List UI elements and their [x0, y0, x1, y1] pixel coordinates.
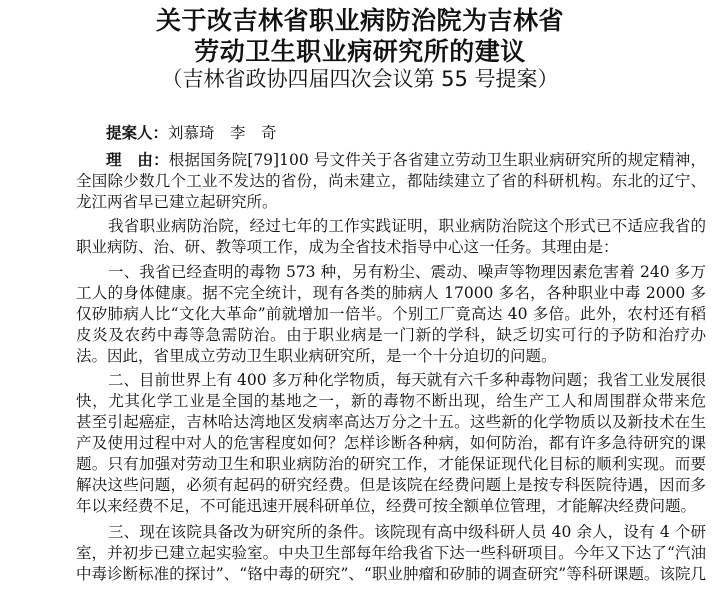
- point1-line-3: 仅矽肺病人比“文化大革命”前就增加一倍半。个别工厂竟高达 40 多倍。此外，农村还有稻: [76, 305, 706, 323]
- point2-line-3: 甚至引起癌症，吉林哈达湾地区发病率高达万分之十五。这些新的化学物质以及新技术在生: [76, 413, 706, 431]
- intro-line-1: 我省职业病防治院，经过七年的工作实践证明，职业病防治院这个形式已不适应我省的: [108, 217, 706, 235]
- point1-line-5: 法。因此，省里成立劳动卫生职业病研究所，是一个十分迫切的问题。: [76, 347, 557, 365]
- reason-line-3: 龙江两省早已建立起研究所。: [76, 193, 278, 211]
- point3-line-1: 三、现在该院具备改为研究所的条件。该院现有高中级科研人员 40 余人，设有 4 个研: [108, 523, 706, 541]
- point2-line-7: 年以来经费不足，不可能迅速开展科研单位，经费可按全额单位管理，才能解决经费问题。: [76, 497, 697, 515]
- proposer-names: 刘慕琦 李 奇: [168, 124, 277, 142]
- point3-line-3: 中毒诊断标准的探讨”、“铬中毒的研究”、“职业肿瘤和矽肺的调查研究”等科研课题。该院几: [76, 565, 706, 583]
- reason-text-1: 根据国务院[79]100 号文件关于各省建立劳动卫生职业病研究所的规定精神，: [168, 151, 706, 169]
- point2-line-4: 产及使用过程中对人的危害程度如何？怎样诊断各种病，如何防治，都有许多急待研究的课: [76, 434, 706, 452]
- title-line-2: 劳动卫生职业病研究所的建议: [194, 37, 526, 66]
- proposer-line: [106, 123, 277, 143]
- point3-line-2: 室，并初步已建立起实验室。中央卫生部每年给我省下达一些科研项目。今年又下达了“汽油: [76, 544, 706, 562]
- proposer-label: 提案人：: [106, 124, 169, 142]
- point2-line-6: 解决这些问题，必须有起码的研究经费。但是该院在经费问题上是按专科医院待遇，因而多: [76, 476, 706, 494]
- point2-line-2: 快，尤其化学工业是全国的基地之一，新的毒物不断出现，给生产工人和周围群众带来危: [76, 392, 706, 410]
- intro-line-2: 职业病防、治、研、教等项工作，成为全省技术指导中心这一任务。其理由是：: [76, 238, 619, 256]
- reason-line-1: [106, 150, 706, 170]
- point1-line-2: 工人的身体健康。据不完全统计，现有各类的肺病人 17000 多名，各种职业中毒 2000 多: [76, 284, 706, 302]
- title-line-1: 关于改吉林省职业病防治院为吉林省: [155, 6, 564, 35]
- subtitle: （吉林省政协四届四次会议第 55 号提案）: [161, 67, 559, 91]
- point2-line-1: 二、目前世界上有 400 多万种化学物质，每天就有六千多种毒物问题；我省工业发展很: [108, 371, 706, 389]
- reason-line-2: 全国除少数几个工业不发达的省份，尚未建立，都陆续建立了省的科研机构。东北的辽宁、: [76, 172, 706, 190]
- point1-line-1: 一、我省已经查明的毒物 573 种，另有粉尘、震动、噪声等物理因素危害着 240 多万: [108, 263, 706, 281]
- point1-line-4: 皮炎及农药中毒等急需防治。由于职业病是一门新的学科，缺乏切实可行的予防和治疗办: [76, 326, 706, 344]
- point2-line-5: 题。只有加强对劳动卫生和职业病防治的研究工作，才能保证现代化目标的顺利实现。而要: [76, 455, 706, 473]
- reason-label: 理 由：: [106, 151, 169, 169]
